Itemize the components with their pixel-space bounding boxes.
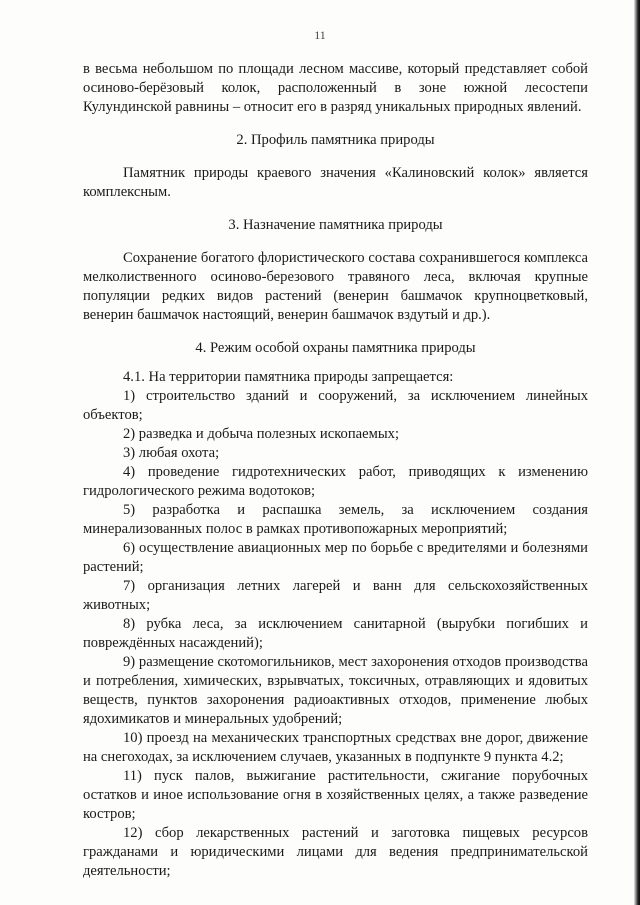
section-3-text: Сохранение богатого флористического состава сохранившегося комплекса мелколиственного осиново-березового травяного леса, включая крупные популяции редких видов растений (венерин башмачок крупноцветковый, венерин башмачок настоящий, венерин башмачок вздутый и др.).	[83, 250, 588, 323]
scan-edge-shadow	[634, 0, 640, 905]
list-item: 7) организация летних лагерей и ванн для сельскохозяйственных животных;	[83, 578, 588, 613]
list-item: 11) пуск палов, выжигание растительности, сжигание порубочных остатков и иное использование огня в хозяйственных целях, а также разведение костров;	[83, 768, 588, 822]
list-item: 3) любая охота;	[123, 445, 220, 461]
section-4-lead: 4.1. На территории памятника природы запрещается:	[123, 369, 454, 385]
list-item: 6) осуществление авиационных мер по борьбе с вредителями и болезнями растений;	[83, 540, 588, 575]
list-item: 9) размещение скотомогильников, мест захоронения отходов производства и потребления, химических, взрывчатых, токсичных, отравляющих и ядовитых веществ, пунктов захоронения радиоактивных отходов, применение любых ядохимикатов и минеральных удобрений;	[83, 654, 588, 727]
section-2-text: Памятник природы краевого значения «Калиновский колок» является комплексным.	[83, 165, 588, 200]
page-number: 11	[314, 28, 326, 42]
intro-paragraph: в весьма небольшом по площади лесном массиве, который представляет собой осиново-берёзовый колок, расположенный в зоне южной лесостепи Кулундинской равнины – относит его в разряд уникальных природных явлений.	[83, 61, 588, 115]
list-item: 1) строительство зданий и сооружений, за исключением линейных объектов;	[83, 388, 588, 423]
section-2-heading: 2. Профиль памятника природы	[236, 132, 435, 148]
list-item: 10) проезд на механических транспортных средствах вне дорог, движение на снегоходах, за исключением случаев, указанных в подпункте 9 пункта 4.2;	[83, 730, 588, 765]
list-item: 5) разработка и распашка земель, за исключением создания минерализованных полос в рамках противопожарных мероприятий;	[83, 502, 588, 537]
list-item: 8) рубка леса, за исключением санитарной (вырубки погибших и повреждённых насаждений);	[83, 616, 588, 651]
list-item: 4) проведение гидротехнических работ, приводящих к изменению гидрологического режима водотоков;	[83, 464, 588, 499]
section-4-heading: 4. Режим особой охраны памятника природы	[195, 340, 476, 356]
section-3-heading: 3. Назначение памятника природы	[228, 217, 443, 233]
document-body	[83, 60, 588, 881]
list-item: 12) сбор лекарственных растений и заготовка пищевых ресурсов гражданами и юридическими лицами для ведения предпринимательской деятельности;	[83, 825, 588, 879]
list-item: 2) разведка и добыча полезных ископаемых;	[123, 426, 399, 442]
